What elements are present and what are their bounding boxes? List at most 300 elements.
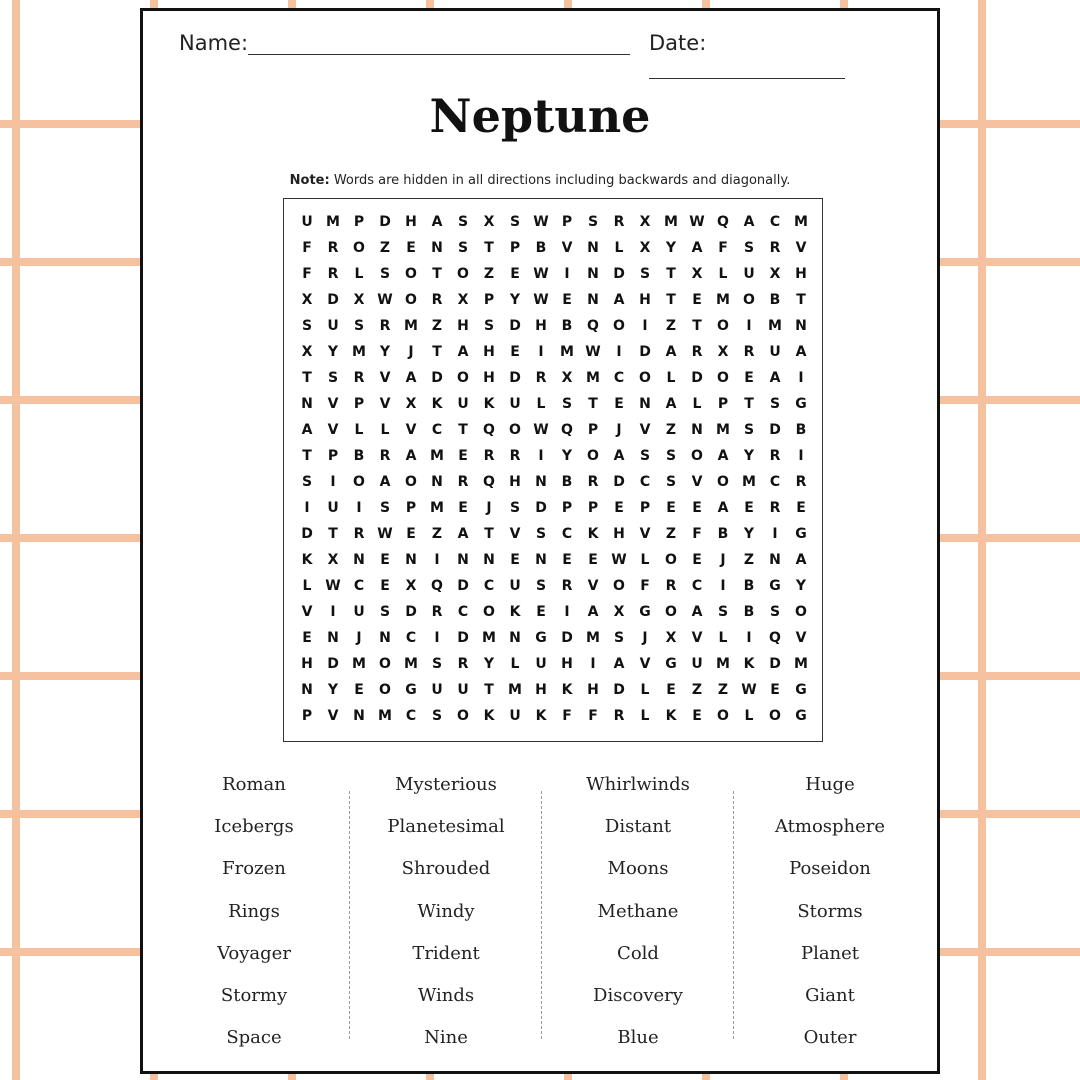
grid-letter[interactable]: L <box>718 630 728 646</box>
grid-letter[interactable]: D <box>509 318 521 334</box>
grid-letter[interactable]: D <box>405 604 417 620</box>
grid-letter[interactable]: K <box>301 552 313 568</box>
grid-letter[interactable]: A <box>743 214 755 230</box>
grid-letter[interactable]: Q <box>483 474 495 490</box>
grid-letter[interactable]: K <box>483 708 495 724</box>
grid-letter[interactable]: K <box>561 682 573 698</box>
grid-letter[interactable]: T <box>796 292 806 308</box>
grid-letter[interactable]: G <box>769 578 781 594</box>
grid-letter[interactable]: D <box>457 578 469 594</box>
grid-letter[interactable]: E <box>458 500 468 516</box>
grid-letter[interactable]: H <box>483 344 495 360</box>
grid-letter[interactable]: G <box>665 656 677 672</box>
grid-letter[interactable]: J <box>720 552 726 568</box>
grid-letter[interactable]: T <box>744 396 754 412</box>
grid-letter[interactable]: W <box>689 214 705 230</box>
grid-letter[interactable]: I <box>642 318 648 334</box>
grid-letter[interactable]: X <box>301 344 313 360</box>
grid-letter[interactable]: D <box>613 266 625 282</box>
grid-letter[interactable]: E <box>406 526 416 542</box>
grid-letter[interactable]: X <box>561 370 573 386</box>
grid-letter[interactable]: C <box>483 578 495 594</box>
grid-letter[interactable]: J <box>616 422 622 438</box>
grid-letter[interactable]: U <box>509 396 521 412</box>
grid-letter[interactable]: I <box>538 448 544 464</box>
grid-letter[interactable]: V <box>795 630 807 646</box>
grid-letter[interactable]: G <box>535 630 547 646</box>
grid-letter[interactable]: U <box>743 266 755 282</box>
grid-letter[interactable]: P <box>561 214 573 230</box>
grid-letter[interactable]: Q <box>483 422 495 438</box>
grid-letter[interactable]: N <box>535 552 547 568</box>
grid-letter[interactable]: W <box>533 214 549 230</box>
grid-letter[interactable]: O <box>457 266 469 282</box>
grid-letter[interactable]: I <box>564 266 570 282</box>
grid-letter[interactable]: A <box>717 448 729 464</box>
grid-letter[interactable]: O <box>613 318 625 334</box>
grid-letter[interactable]: Y <box>509 292 521 308</box>
grid-letter[interactable]: T <box>328 526 338 542</box>
grid-letter[interactable]: D <box>613 682 625 698</box>
grid-letter[interactable]: E <box>406 240 416 256</box>
grid-letter[interactable]: O <box>379 656 391 672</box>
grid-letter[interactable]: M <box>430 500 444 516</box>
grid-letter[interactable]: O <box>405 266 417 282</box>
grid-letter[interactable]: Q <box>561 422 573 438</box>
grid-letter[interactable]: H <box>561 656 573 672</box>
grid-letter[interactable]: R <box>561 578 573 594</box>
grid-letter[interactable]: N <box>509 630 521 646</box>
grid-letter[interactable]: Z <box>665 422 677 438</box>
grid-letter[interactable]: W <box>741 682 757 698</box>
grid-letter[interactable]: N <box>639 396 651 412</box>
grid-letter[interactable]: O <box>509 422 521 438</box>
grid-letter[interactable]: O <box>457 370 469 386</box>
grid-letter[interactable]: U <box>509 578 521 594</box>
grid-letter[interactable]: U <box>769 344 781 360</box>
grid-letter[interactable]: K <box>743 656 755 672</box>
grid-letter[interactable]: N <box>431 474 443 490</box>
grid-letter[interactable]: V <box>691 630 703 646</box>
grid-letter[interactable]: L <box>536 396 546 412</box>
grid-letter[interactable]: H <box>587 682 599 698</box>
grid-letter[interactable]: Z <box>431 318 443 334</box>
grid-letter[interactable]: V <box>639 656 651 672</box>
grid-letter[interactable]: R <box>587 474 599 490</box>
grid-letter[interactable]: X <box>691 266 703 282</box>
grid-letter[interactable]: O <box>743 292 755 308</box>
grid-letter[interactable]: V <box>301 604 313 620</box>
grid-letter[interactable]: O <box>353 240 365 256</box>
grid-letter[interactable]: R <box>769 448 781 464</box>
grid-letter[interactable]: F <box>302 240 312 256</box>
grid-letter[interactable]: I <box>616 344 622 360</box>
grid-letter[interactable]: W <box>377 526 393 542</box>
grid-letter[interactable]: S <box>353 318 365 334</box>
grid-letter[interactable]: D <box>327 656 339 672</box>
grid-letter[interactable]: O <box>717 708 729 724</box>
grid-letter[interactable]: N <box>379 630 391 646</box>
grid-letter[interactable]: M <box>352 656 366 672</box>
grid-letter[interactable]: O <box>405 474 417 490</box>
grid-letter[interactable]: E <box>510 266 520 282</box>
grid-letter[interactable]: I <box>720 578 726 594</box>
grid-letter[interactable]: E <box>380 552 390 568</box>
grid-letter[interactable]: V <box>587 578 599 594</box>
grid-letter[interactable]: E <box>614 500 624 516</box>
grid-letter[interactable]: O <box>457 708 469 724</box>
grid-letter[interactable]: S <box>535 578 547 594</box>
grid-letter[interactable]: O <box>691 448 703 464</box>
grid-letter[interactable]: C <box>561 526 573 542</box>
grid-letter[interactable]: N <box>405 552 417 568</box>
grid-letter[interactable]: Y <box>743 448 755 464</box>
grid-letter[interactable]: D <box>769 422 781 438</box>
grid-letter[interactable]: I <box>746 318 752 334</box>
grid-letter[interactable]: E <box>302 630 312 646</box>
grid-letter[interactable]: T <box>432 344 442 360</box>
grid-letter[interactable]: O <box>665 604 677 620</box>
grid-letter[interactable]: M <box>794 214 808 230</box>
grid-letter[interactable]: N <box>587 240 599 256</box>
grid-letter[interactable]: G <box>405 682 417 698</box>
grid-letter[interactable]: B <box>743 578 755 594</box>
grid-letter[interactable]: C <box>639 474 651 490</box>
grid-letter[interactable]: I <box>746 630 752 646</box>
grid-letter[interactable]: I <box>798 370 804 386</box>
grid-letter[interactable]: P <box>509 240 521 256</box>
grid-letter[interactable]: R <box>483 448 495 464</box>
grid-letter[interactable]: L <box>640 552 650 568</box>
grid-letter[interactable]: S <box>665 448 677 464</box>
grid-letter[interactable]: A <box>587 604 599 620</box>
grid-letter[interactable]: M <box>404 318 418 334</box>
grid-letter[interactable]: E <box>692 292 702 308</box>
grid-letter[interactable]: S <box>769 604 781 620</box>
grid-letter[interactable]: O <box>665 552 677 568</box>
grid-letter[interactable]: X <box>717 344 729 360</box>
grid-letter[interactable]: H <box>639 292 651 308</box>
grid-letter[interactable]: O <box>639 370 651 386</box>
grid-letter[interactable]: R <box>327 266 339 282</box>
grid-letter[interactable]: H <box>457 318 469 334</box>
grid-letter[interactable]: E <box>588 552 598 568</box>
grid-letter[interactable]: E <box>666 500 676 516</box>
grid-letter[interactable]: Z <box>665 318 677 334</box>
grid-letter[interactable]: W <box>585 344 601 360</box>
grid-letter[interactable]: E <box>744 370 754 386</box>
grid-letter[interactable]: E <box>536 604 546 620</box>
grid-letter[interactable]: S <box>379 604 391 620</box>
grid-letter[interactable]: A <box>717 500 729 516</box>
grid-letter[interactable]: E <box>744 500 754 516</box>
grid-letter[interactable]: S <box>483 318 495 334</box>
grid-letter[interactable]: L <box>302 578 312 594</box>
grid-letter[interactable]: O <box>795 604 807 620</box>
grid-letter[interactable]: N <box>691 422 703 438</box>
grid-letter[interactable]: Z <box>431 526 443 542</box>
grid-letter[interactable]: U <box>509 708 521 724</box>
grid-letter[interactable]: G <box>795 682 807 698</box>
grid-letter[interactable]: I <box>304 500 310 516</box>
grid-letter[interactable]: L <box>380 422 390 438</box>
grid-letter[interactable]: V <box>405 422 417 438</box>
grid-letter[interactable]: U <box>327 318 339 334</box>
grid-letter[interactable]: U <box>691 656 703 672</box>
grid-letter[interactable]: R <box>353 370 365 386</box>
grid-letter[interactable]: T <box>484 240 494 256</box>
grid-letter[interactable]: A <box>665 396 677 412</box>
grid-letter[interactable]: D <box>639 344 651 360</box>
grid-letter[interactable]: I <box>356 500 362 516</box>
grid-letter[interactable]: V <box>327 708 339 724</box>
grid-letter[interactable]: S <box>379 500 391 516</box>
grid-letter[interactable]: S <box>301 318 313 334</box>
grid-letter[interactable]: R <box>353 526 365 542</box>
grid-letter[interactable]: Y <box>483 656 495 672</box>
grid-letter[interactable]: A <box>795 552 807 568</box>
grid-letter[interactable]: Y <box>743 526 755 542</box>
grid-letter[interactable]: P <box>353 396 365 412</box>
grid-letter[interactable]: A <box>613 448 625 464</box>
grid-letter[interactable]: P <box>717 396 729 412</box>
grid-letter[interactable]: T <box>692 318 702 334</box>
grid-letter[interactable]: K <box>431 396 443 412</box>
grid-letter[interactable]: P <box>327 448 339 464</box>
grid-letter[interactable]: Y <box>561 448 573 464</box>
grid-letter[interactable]: L <box>640 708 650 724</box>
grid-letter[interactable]: M <box>716 656 730 672</box>
grid-letter[interactable]: S <box>431 708 443 724</box>
grid-letter[interactable]: X <box>405 396 417 412</box>
grid-letter[interactable]: V <box>691 474 703 490</box>
grid-letter[interactable]: R <box>743 344 755 360</box>
grid-letter[interactable]: R <box>509 448 521 464</box>
grid-letter[interactable]: R <box>613 708 625 724</box>
grid-letter[interactable]: Y <box>327 682 339 698</box>
grid-letter[interactable]: Q <box>587 318 599 334</box>
grid-letter[interactable]: D <box>509 370 521 386</box>
grid-letter[interactable]: X <box>613 604 625 620</box>
grid-letter[interactable]: E <box>562 552 572 568</box>
grid-letter[interactable]: S <box>743 240 755 256</box>
grid-letter[interactable]: V <box>327 396 339 412</box>
grid-letter[interactable]: N <box>795 318 807 334</box>
grid-letter[interactable]: W <box>533 292 549 308</box>
grid-letter[interactable]: Q <box>717 214 729 230</box>
grid-letter[interactable]: V <box>379 370 391 386</box>
grid-letter[interactable]: B <box>561 474 573 490</box>
grid-letter[interactable]: T <box>432 266 442 282</box>
grid-letter[interactable]: E <box>666 682 676 698</box>
grid-letter[interactable]: J <box>486 500 492 516</box>
grid-letter[interactable]: Q <box>431 578 443 594</box>
grid-letter[interactable]: R <box>327 240 339 256</box>
date-field[interactable] <box>649 31 901 79</box>
grid-letter[interactable]: D <box>457 630 469 646</box>
grid-letter[interactable]: D <box>691 370 703 386</box>
grid-letter[interactable]: E <box>770 682 780 698</box>
grid-letter[interactable]: R <box>457 656 469 672</box>
grid-letter[interactable]: S <box>509 500 521 516</box>
grid-letter[interactable]: B <box>743 604 755 620</box>
grid-letter[interactable]: B <box>795 422 807 438</box>
grid-letter[interactable]: L <box>666 370 676 386</box>
grid-letter[interactable]: S <box>639 266 651 282</box>
grid-letter[interactable]: F <box>562 708 572 724</box>
grid-letter[interactable]: R <box>535 370 547 386</box>
grid-letter[interactable]: O <box>483 604 495 620</box>
grid-letter[interactable]: R <box>613 214 625 230</box>
grid-letter[interactable]: U <box>301 214 313 230</box>
grid-letter[interactable]: S <box>665 474 677 490</box>
grid-letter[interactable]: B <box>535 240 547 256</box>
grid-letter[interactable]: A <box>431 214 443 230</box>
grid-letter[interactable]: L <box>718 266 728 282</box>
grid-letter[interactable]: O <box>587 448 599 464</box>
grid-letter[interactable]: S <box>639 448 651 464</box>
grid-letter[interactable]: A <box>405 448 417 464</box>
grid-letter[interactable]: N <box>535 474 547 490</box>
grid-letter[interactable]: D <box>431 370 443 386</box>
grid-letter[interactable]: O <box>405 292 417 308</box>
grid-letter[interactable]: C <box>405 630 417 646</box>
grid-letter[interactable]: P <box>561 500 573 516</box>
grid-letter[interactable]: T <box>484 682 494 698</box>
grid-letter[interactable]: A <box>665 344 677 360</box>
grid-letter[interactable]: H <box>613 526 625 542</box>
grid-letter[interactable]: S <box>431 656 443 672</box>
grid-letter[interactable]: U <box>457 682 469 698</box>
grid-letter[interactable]: P <box>301 708 313 724</box>
grid-letter[interactable]: Q <box>769 630 781 646</box>
grid-letter[interactable]: Y <box>327 344 339 360</box>
grid-letter[interactable]: M <box>482 630 496 646</box>
grid-letter[interactable]: Z <box>743 552 755 568</box>
grid-letter[interactable]: N <box>301 396 313 412</box>
grid-letter[interactable]: F <box>718 240 728 256</box>
grid-letter[interactable]: H <box>509 474 521 490</box>
grid-letter[interactable]: S <box>301 474 313 490</box>
grid-letter[interactable]: M <box>326 214 340 230</box>
grid-letter[interactable]: A <box>405 370 417 386</box>
grid-letter[interactable]: R <box>457 474 469 490</box>
grid-letter[interactable]: I <box>330 604 336 620</box>
grid-letter[interactable]: X <box>457 292 469 308</box>
grid-letter[interactable]: N <box>769 552 781 568</box>
grid-letter[interactable]: D <box>327 292 339 308</box>
grid-letter[interactable]: D <box>561 630 573 646</box>
grid-letter[interactable]: P <box>353 214 365 230</box>
grid-letter[interactable]: I <box>330 474 336 490</box>
grid-letter[interactable]: X <box>353 292 365 308</box>
grid-letter[interactable]: M <box>768 318 782 334</box>
grid-letter[interactable]: X <box>769 266 781 282</box>
grid-letter[interactable]: M <box>586 630 600 646</box>
grid-letter[interactable]: L <box>354 266 364 282</box>
grid-letter[interactable]: A <box>613 656 625 672</box>
name-field[interactable] <box>179 31 630 55</box>
grid-letter[interactable]: N <box>353 708 365 724</box>
grid-letter[interactable]: O <box>353 474 365 490</box>
grid-letter[interactable]: S <box>743 422 755 438</box>
grid-letter[interactable]: K <box>509 604 521 620</box>
grid-letter[interactable]: C <box>405 708 417 724</box>
grid-letter[interactable]: L <box>354 422 364 438</box>
grid-letter[interactable]: U <box>353 604 365 620</box>
grid-letter[interactable]: C <box>613 370 625 386</box>
grid-letter[interactable]: Z <box>483 266 495 282</box>
grid-letter[interactable]: M <box>430 448 444 464</box>
grid-letter[interactable]: I <box>434 630 440 646</box>
grid-letter[interactable]: O <box>717 318 729 334</box>
grid-letter[interactable]: I <box>434 552 440 568</box>
grid-letter[interactable]: Z <box>717 682 729 698</box>
grid-letter[interactable]: Y <box>795 578 807 594</box>
grid-letter[interactable]: E <box>380 578 390 594</box>
grid-letter[interactable]: Y <box>379 344 391 360</box>
grid-letter[interactable]: A <box>613 292 625 308</box>
grid-letter[interactable]: T <box>484 526 494 542</box>
grid-letter[interactable]: D <box>301 526 313 542</box>
grid-letter[interactable]: S <box>535 526 547 542</box>
grid-letter[interactable]: A <box>769 370 781 386</box>
grid-letter[interactable]: J <box>408 344 414 360</box>
grid-letter[interactable]: W <box>533 266 549 282</box>
grid-letter[interactable]: I <box>538 344 544 360</box>
grid-letter[interactable]: C <box>353 578 365 594</box>
grid-letter[interactable]: C <box>691 578 703 594</box>
grid-letter[interactable]: E <box>796 500 806 516</box>
grid-letter[interactable]: T <box>458 422 468 438</box>
grid-letter[interactable]: U <box>457 396 469 412</box>
grid-letter[interactable]: Z <box>691 682 703 698</box>
grid-letter[interactable]: N <box>431 240 443 256</box>
grid-letter[interactable]: V <box>379 396 391 412</box>
grid-letter[interactable]: E <box>562 292 572 308</box>
grid-letter[interactable]: P <box>639 500 651 516</box>
grid-letter[interactable]: S <box>509 214 521 230</box>
grid-letter[interactable]: Z <box>665 526 677 542</box>
grid-letter[interactable]: O <box>613 578 625 594</box>
grid-letter[interactable]: M <box>664 214 678 230</box>
grid-letter[interactable]: C <box>457 604 469 620</box>
grid-letter[interactable]: R <box>769 500 781 516</box>
grid-letter[interactable]: N <box>457 552 469 568</box>
grid-letter[interactable]: N <box>587 266 599 282</box>
grid-letter[interactable]: O <box>717 474 729 490</box>
grid-letter[interactable]: T <box>666 266 676 282</box>
grid-letter[interactable]: F <box>588 708 598 724</box>
grid-letter[interactable]: J <box>356 630 362 646</box>
grid-letter[interactable]: V <box>639 422 651 438</box>
grid-letter[interactable]: A <box>691 240 703 256</box>
grid-letter[interactable]: X <box>405 578 417 594</box>
grid-letter[interactable]: P <box>483 292 495 308</box>
grid-letter[interactable]: U <box>327 500 339 516</box>
grid-letter[interactable]: M <box>586 370 600 386</box>
grid-letter[interactable]: M <box>508 682 522 698</box>
grid-letter[interactable]: S <box>327 370 339 386</box>
grid-letter[interactable]: A <box>301 422 313 438</box>
grid-letter[interactable]: R <box>379 448 391 464</box>
grid-letter[interactable]: E <box>692 500 702 516</box>
grid-letter[interactable]: X <box>665 630 677 646</box>
grid-letter[interactable]: R <box>665 578 677 594</box>
grid-letter[interactable]: I <box>772 526 778 542</box>
grid-letter[interactable]: I <box>590 656 596 672</box>
grid-letter[interactable]: M <box>352 344 366 360</box>
